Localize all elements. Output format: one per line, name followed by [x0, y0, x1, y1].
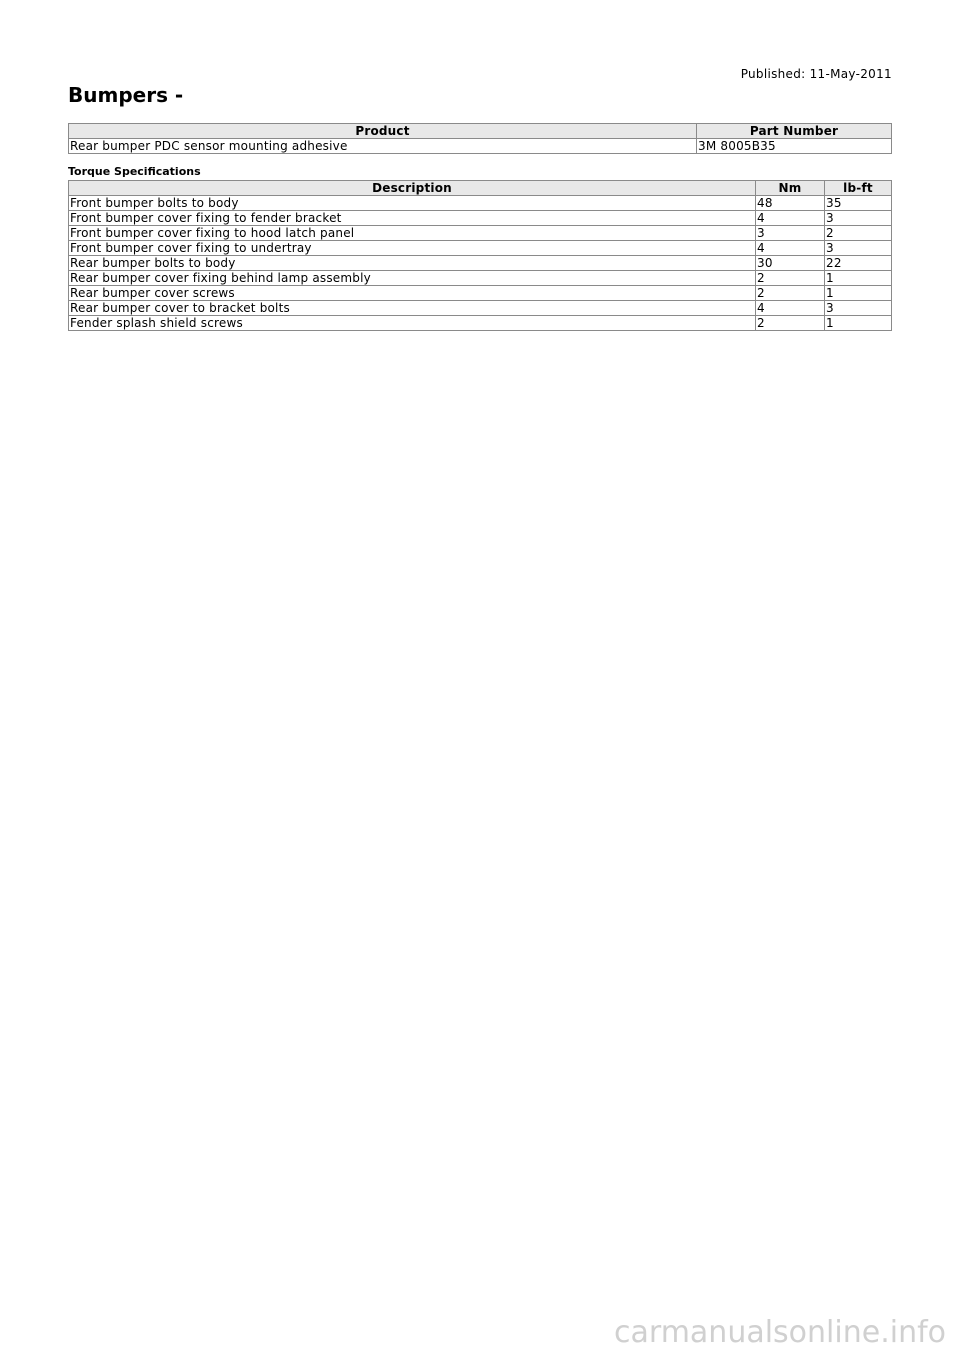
description-cell: Front bumper bolts to body [69, 196, 756, 211]
lbft-cell: 35 [825, 196, 892, 211]
published-date: Published: 11-May-2011 [740, 67, 892, 81]
page-title: Bumpers - [68, 83, 184, 107]
lbft-cell: 1 [825, 286, 892, 301]
nm-cell: 4 [756, 241, 825, 256]
table-row [69, 286, 892, 301]
lbft-cell: 3 [825, 211, 892, 226]
watermark: carmanualsonline.info [614, 1315, 946, 1350]
description-cell: Rear bumper cover to bracket bolts [69, 301, 756, 316]
description-cell: Rear bumper cover screws [69, 286, 756, 301]
part-number-cell: 3M 8005B35 [697, 139, 892, 154]
torque-table [68, 180, 892, 331]
description-cell: Fender splash shield screws [69, 316, 756, 331]
description-cell: Front bumper cover fixing to fender bracket [69, 211, 756, 226]
table-header-row [69, 124, 892, 139]
nm-cell: 4 [756, 211, 825, 226]
nm-cell: 2 [756, 271, 825, 286]
description-cell: Rear bumper bolts to body [69, 256, 756, 271]
table-row [69, 271, 892, 286]
lbft-cell: 2 [825, 226, 892, 241]
description-cell: Front bumper cover fixing to undertray [69, 241, 756, 256]
product-cell: Rear bumper PDC sensor mounting adhesive [69, 139, 697, 154]
nm-cell: 4 [756, 301, 825, 316]
table-row [69, 226, 892, 241]
lbft-cell: 1 [825, 316, 892, 331]
nm-cell: 2 [756, 316, 825, 331]
nm-cell: 30 [756, 256, 825, 271]
table-row [69, 316, 892, 331]
nm-cell: 2 [756, 286, 825, 301]
description-cell: Front bumper cover fixing to hood latch panel [69, 226, 756, 241]
description-cell: Rear bumper cover fixing behind lamp assembly [69, 271, 756, 286]
table-row [69, 211, 892, 226]
nm-cell: 48 [756, 196, 825, 211]
lbft-cell: 1 [825, 271, 892, 286]
table-row [69, 196, 892, 211]
column-header-part-number: Part Number [697, 124, 892, 139]
table-row [69, 301, 892, 316]
column-header-product: Product [69, 124, 697, 139]
column-header-nm: Nm [756, 181, 825, 196]
table-header-row [69, 181, 892, 196]
nm-cell: 3 [756, 226, 825, 241]
table-row [69, 256, 892, 271]
torque-section-label: Torque Specifications [68, 165, 201, 178]
lbft-cell: 3 [825, 241, 892, 256]
lbft-cell: 3 [825, 301, 892, 316]
table-row [69, 241, 892, 256]
lbft-cell: 22 [825, 256, 892, 271]
product-table [68, 123, 892, 154]
column-header-lbft: lb-ft [825, 181, 892, 196]
column-header-description: Description [69, 181, 756, 196]
table-row [69, 139, 892, 154]
